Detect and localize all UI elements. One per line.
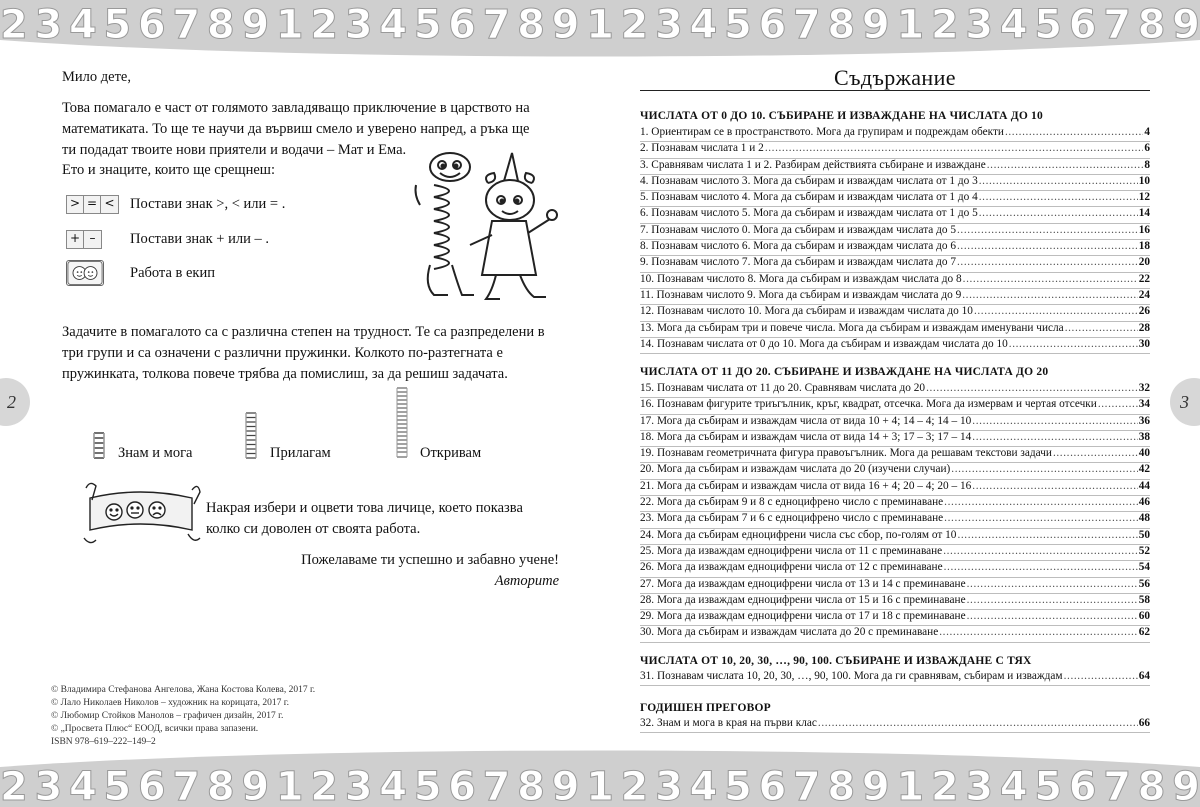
toc-entry-page: 38 [1138,430,1150,443]
toc-entry-title: 18. Мога да събирам и изваждам числа от вида 14 + 3; 17 – 3; 17 – 14 [640,430,972,443]
greeting: Мило дете, [62,69,131,85]
spring-medium-icon [244,410,258,460]
toc-entry-page: 10 [1138,174,1150,187]
spring-hard-label: Откривам [420,445,482,461]
toc-entry-title: 23. Мога да събирам 7 и 6 с едноцифрено число с преминаване [640,512,944,525]
spring-easy-label: Знам и мога [118,445,193,461]
toc-entry-page: 54 [1138,561,1150,574]
toc-section-heading: ГОДИШЕН ПРЕГОВОР [640,702,771,714]
toc-entry-leader [967,610,1138,622]
toc-entry-page: 50 [1138,528,1150,541]
toc-entry [640,496,1150,512]
toc-entry [640,175,1150,191]
team-icon [66,260,104,286]
toc-entry-leader [1009,338,1138,350]
toc-entry-page: 56 [1138,577,1150,590]
difficulty-paragraph: Задачите в помагалото са с различна степен на трудност. Те са разпределени в три групи и са означени с различни пружинки. Колкото по-разтегната е пружинката, толкова повече трябва да помислиш, за да решиш задачата. [62,324,545,382]
table-of-contents [640,64,1150,729]
toc-entry [640,717,1150,733]
toc-entry-title: 2. Познавам числата 1 и 2 [640,142,764,155]
toc-entry-leader [957,240,1138,252]
toc-entry-title: 4. Познавам числото 3. Мога да събирам и изваждам числата от 1 до 3 [640,174,978,187]
toc-entry-leader [1064,670,1138,682]
toc-entry [640,415,1150,431]
signs-intro: Ето и знаците, които ще срещнеш: [62,162,275,178]
toc-entry-leader [967,594,1138,606]
toc-entry [640,447,1150,463]
toc-section-list [640,717,1150,733]
symbol-minus: – [89,231,96,245]
toc-entry-page: 62 [1138,626,1150,639]
toc-entry-page: 26 [1138,305,1150,318]
toc-section-list [640,670,1150,686]
toc-entry-page: 36 [1138,414,1150,427]
wish-text: Пожелаваме ти успешно и забавно учене! [301,552,559,568]
toc-entry-leader [957,529,1137,541]
toc-entry-page: 66 [1138,717,1150,729]
toc-entry [640,512,1150,528]
toc-entry [640,240,1150,256]
toc-entry-leader [926,382,1138,394]
toc-entry [640,207,1150,223]
toc-entry [640,545,1150,561]
page-number-left-label: 2 [7,391,16,412]
toc-entry-title: 22. Мога да събирам 9 и 8 с едноцифрено число с преминаване [640,496,944,509]
toc-entry [640,431,1150,447]
toc-entry [640,159,1150,175]
toc-entry-title: 24. Мога да събирам едноцифрени числа със сбор, по-голям от 10 [640,528,957,541]
toc-entry-leader [1053,447,1138,459]
toc-entry-page: 22 [1138,272,1150,285]
copyright-line: © „Просвета Плюс“ ЕООД, всички права запазени. [51,724,259,734]
toc-entry [640,382,1150,398]
toc-entry-title: 14. Познавам числата от 0 до 10. Мога да събирам и изваждам числата до 10 [640,337,1008,350]
toc-entry-title: 30. Мога да събирам и изваждам числата до 20 с преминаване [640,626,939,639]
plus-minus-icon [66,230,102,249]
toc-entry-title: 13. Мога да събирам три и повече числа. Мога да събирам и изваждам именувани числа [640,321,1064,334]
toc-entry-leader [972,415,1137,427]
page-number-right [1170,378,1200,426]
toc-entry-page: 28 [1138,321,1150,334]
toc-entry [640,142,1150,158]
page-number-left [0,378,30,426]
toc-entry-page: 8 [1144,158,1150,171]
toc-entry [640,191,1150,207]
symbol-equal: = [84,196,101,213]
legend-compare [66,195,286,214]
toc-entry-leader [963,273,1138,285]
toc-entry-page: 58 [1138,593,1150,606]
copyright-line: © Лало Николаев Николов – художник на корицата, 2017 г. [51,698,289,708]
toc-entry-leader [979,207,1138,219]
toc-entry [640,224,1150,240]
toc-entry [640,289,1150,305]
toc-entry-title: 21. Мога да събирам и изваждам числа от вида 16 + 4; 20 – 4; 20 – 16 [640,479,972,492]
toc-entry [640,305,1150,321]
toc-entry-page: 64 [1138,670,1150,682]
toc-title: Съдържание [834,65,956,90]
toc-entry-title: 6. Познавам числото 5. Мога да събирам и изваждам числата от 1 до 5 [640,207,978,220]
legend-team-label: Работа в екип [130,264,215,281]
top-digit-band [0,0,1200,62]
toc-entry-title: 11. Познавам числото 9. Мога да събирам и изваждам числата до 9 [640,288,962,301]
spring-easy-icon [92,430,106,460]
toc-entry-leader [944,512,1138,524]
toc-entry-title: 5. Познавам числото 4. Мога да събирам и изваждам числата от 1 до 4 [640,191,978,204]
toc-entry-page: 14 [1138,207,1150,220]
toc-entry-page: 4 [1144,126,1150,138]
faces-instruction: Накрая избери и оцвети това личице, което показва колко си доволен от своята работа. [206,500,523,537]
toc-entry [640,256,1150,272]
toc-entry-leader [972,431,1137,443]
toc-entry-leader [1098,398,1138,410]
toc-entry-title: 25. Мога да изваждам едноцифрени числа от 11 с преминаване [640,544,943,557]
toc-entry-leader [979,191,1138,203]
toc-entry [640,463,1150,479]
symbol-less: < [104,196,115,210]
toc-section-heading: ЧИСЛАТА ОТ 0 ДО 10. СЪБИРАНЕ И ИЗВАЖДАНЕ НА ЧИСЛАТА ДО 10 [640,110,1043,122]
toc-entry-page: 40 [1138,447,1150,460]
symbol-plus: + [67,231,84,248]
toc-entry-page: 24 [1138,288,1150,301]
legend-team [66,260,215,286]
copyright-line: © Владимира Стефанова Ангелова, Жана Костова Колева, 2017 г. [51,685,316,695]
authors-signature: Авторите [494,573,559,589]
toc-entry-leader [1005,126,1143,138]
legend-plus-minus [66,230,269,249]
faces-filmstrip-illustration [80,478,202,550]
band-digits: 23456789123456789123456789123456789 [0,764,1200,807]
toc-entry-title: 1. Ориентирам се в пространството. Мога да групирам и подреждам обекти [640,126,1004,138]
toc-entry [640,480,1150,496]
closing-wish [62,550,559,592]
toc-title-rule [640,90,1150,91]
toc-entry [640,338,1150,354]
page-number-right-label: 3 [1180,391,1189,412]
toc-entry-title: 9. Познавам числото 7. Мога да събирам и изваждам числата до 7 [640,256,956,269]
toc-section-list [640,382,1150,643]
toc-entry-title: 28. Мога да изваждам едноцифрени числа от 15 и 16 с преминаване [640,593,966,606]
toc-entry [640,529,1150,545]
toc-entry-leader [944,496,1138,508]
toc-entry [640,126,1150,142]
toc-entry-page: 18 [1138,240,1150,253]
spring-medium-label: Прилагам [270,445,331,461]
toc-entry-page: 46 [1138,496,1150,509]
toc-entry-title: 26. Мога да изваждам едноцифрени числа от 12 с преминаване [640,561,943,574]
bottom-digit-band [0,745,1200,807]
copyright-line: © Любомир Стойков Манолов – графичен дизайн, 2017 г. [51,711,284,721]
toc-section-list [640,126,1150,354]
toc-entry-title: 8. Познавам числото 6. Мога да събирам и изваждам числата до 6 [640,240,956,253]
toc-entry-page: 34 [1138,398,1150,411]
toc-entry-leader [957,256,1138,268]
toc-entry-leader [939,626,1137,638]
legend-compare-label: Постави знак >, < или = . [130,196,286,212]
toc-section-heading: ЧИСЛАТА ОТ 10, 20, 30, …, 90, 100. СЪБИРАНЕ И ИЗВАЖДАНЕ С ТЯХ [640,655,1032,667]
toc-section-heading: ЧИСЛАТА ОТ 11 ДО 20. СЪБИРАНЕ И ИЗВАЖДАНЕ НА ЧИСЛАТА ДО 20 [640,366,1049,378]
toc-entry-page: 60 [1138,610,1150,623]
toc-entry-leader [957,224,1138,236]
toc-entry-page: 32 [1138,382,1150,394]
toc-entry-leader [943,545,1138,557]
toc-entry-page: 30 [1138,337,1150,350]
toc-entry-page: 52 [1138,544,1150,557]
toc-entry-title: 7. Познавам числото 0. Мога да събирам и изваждам числата до 5 [640,223,956,236]
symbol-greater: > [67,196,84,213]
copyright-block [51,684,315,736]
spring-hard-icon [395,385,409,460]
mascots-illustration [412,145,562,315]
toc-entry-page: 6 [1144,142,1150,155]
toc-entry-leader [818,717,1138,729]
toc-entry-title: 16. Познавам фигурите триъгълник, кръг, квадрат, отсечка. Мога да измервам и чертая отсечки [640,398,1097,411]
toc-entry-page: 44 [1138,479,1150,492]
toc-entry-title: 29. Мога да изваждам едноцифрени числа от 17 и 18 с преминаване [640,610,966,623]
toc-entry-page: 42 [1138,463,1150,476]
toc-entry-leader [951,463,1137,475]
toc-entry [640,578,1150,594]
intro-paragraph: Това помагало е част от голямото завладяващо приключение в царството на математиката. То ще те научи да вървиш смело и уверено напред, а ръка ще ти подадат твоите нови приятели и водачи – Мат и Ема. [62,100,530,158]
toc-entry-leader [765,142,1144,154]
toc-entry-page: 20 [1138,256,1150,269]
toc-entry-title: 31. Познавам числата 10, 20, 30, …, 90, 100. Мога да ги сравнявам, събирам и изваждам [640,670,1063,682]
toc-entry-title: 15. Познавам числата от 11 до 20. Сравнявам числата до 20 [640,382,926,394]
toc-entry [640,594,1150,610]
toc-entry-title: 3. Сравнявам числата 1 и 2. Разбирам действията събиране и изваждане [640,158,986,171]
toc-entry-leader [987,159,1144,171]
compare-signs-icon [66,195,119,214]
toc-entry-leader [979,175,1138,187]
toc-entry-page: 48 [1138,512,1150,525]
toc-entry-leader [972,480,1137,492]
toc-entry-page: 12 [1138,191,1150,204]
toc-entry [640,398,1150,414]
toc-entry-leader [944,561,1138,573]
toc-entry [640,626,1150,642]
toc-entry-title: 27. Мога да изваждам едноцифрени числа от 13 и 14 с преминаване [640,577,966,590]
toc-entry-leader [962,289,1137,301]
isbn: ISBN 978–619–222–149–2 [51,737,156,747]
toc-entry-title: 32. Знам и мога в края на първи клас [640,717,817,729]
toc-entry [640,322,1150,338]
toc-entry-title: 17. Мога да събирам и изваждам числа от вида 10 + 4; 14 – 4; 14 – 10 [640,414,972,427]
toc-entry-leader [1065,322,1138,334]
toc-entry-page: 16 [1138,223,1150,236]
toc-entry [640,561,1150,577]
band-digits: 23456789123456789123456789123456789 [0,2,1200,48]
toc-entry [640,610,1150,626]
legend-plus-minus-label: Постави знак + или – . [130,231,269,247]
toc-entry [640,670,1150,686]
toc-entry-title: 19. Познавам геометричната фигура правоъгълник. Мога да решавам текстови задачи [640,447,1052,460]
toc-entry-title: 12. Познавам числото 10. Мога да събирам и изваждам числата до 10 [640,305,973,318]
toc-entry-title: 20. Мога да събирам и изваждам числата до 20 (изучени случаи) [640,463,951,476]
toc-entry-title: 10. Познавам числото 8. Мога да събирам и изваждам числата до 8 [640,272,962,285]
toc-entry-leader [967,578,1138,590]
toc-entry [640,273,1150,289]
toc-entry-leader [974,305,1138,317]
